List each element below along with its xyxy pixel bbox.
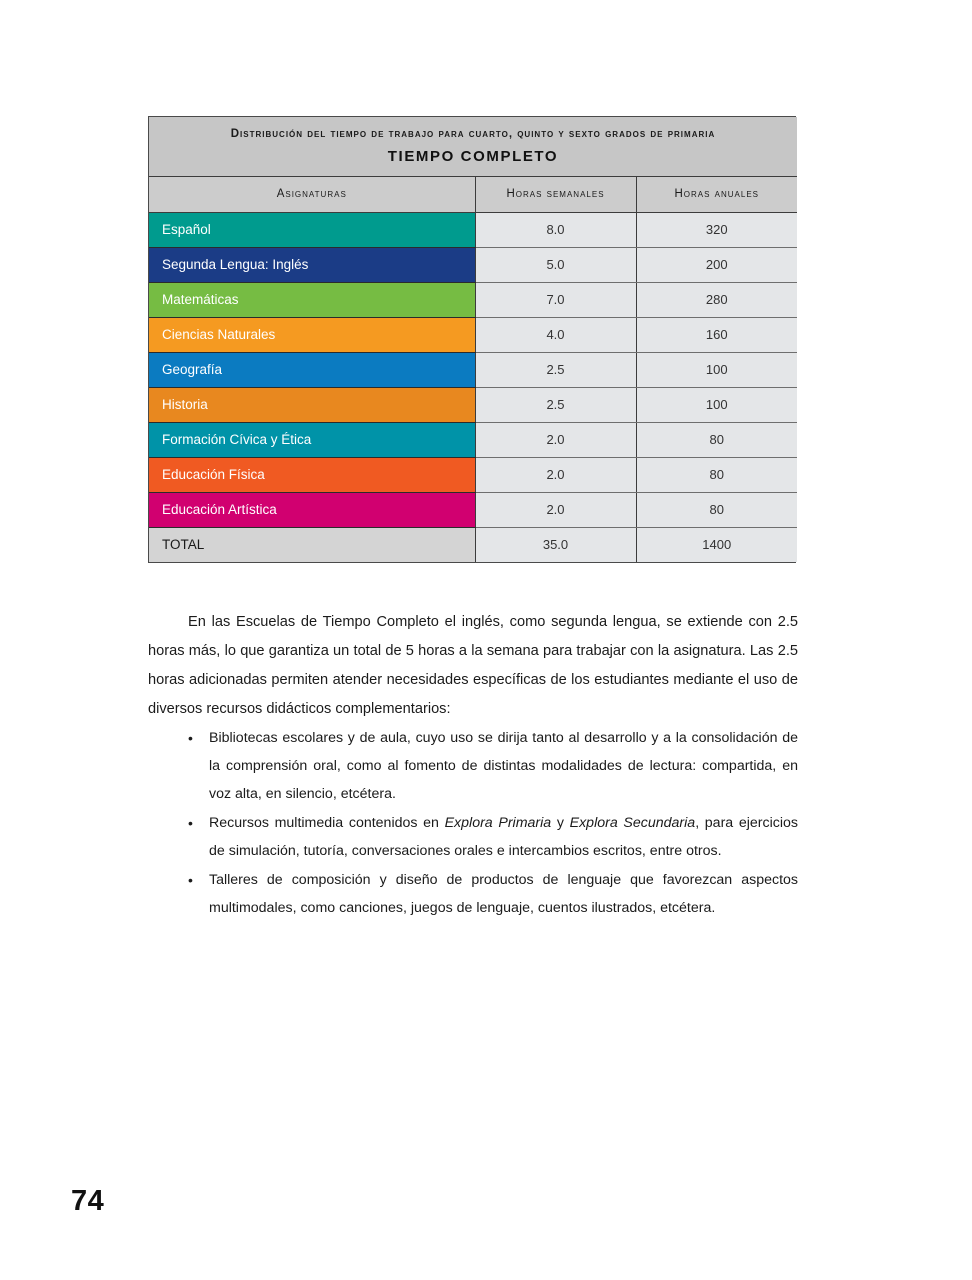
weekly-hours-cell: 7.0 xyxy=(475,282,636,317)
total-weekly-hours-cell: 35.0 xyxy=(475,527,636,562)
table-title-row xyxy=(149,117,797,176)
table-row xyxy=(149,352,797,387)
annual-hours-cell: 100 xyxy=(636,387,797,422)
table-row xyxy=(149,457,797,492)
page-number: 74 xyxy=(71,1185,105,1217)
weekly-hours-cell: 2.5 xyxy=(475,352,636,387)
weekly-hours-cell: 2.0 xyxy=(475,422,636,457)
subject-cell: Formación Cívica y Ética xyxy=(149,422,475,457)
table-row xyxy=(149,422,797,457)
list-item-text-post: , para ejercicios de simulación, tutoría, conversaciones orales e intercambios escritos, entre otros. xyxy=(209,815,798,859)
subject-cell: Educación Artística xyxy=(149,492,475,527)
subject-cell: Geografía xyxy=(149,352,475,387)
table-row xyxy=(149,282,797,317)
list-item-text: Talleres de composición y diseño de productos de lenguaje que favorezcan aspectos multimodales, como canciones, juegos de lenguaje, cuentos ilustrados, etcétera. xyxy=(209,872,798,916)
annual-hours-cell: 200 xyxy=(636,247,797,282)
annual-hours-cell: 160 xyxy=(636,317,797,352)
list-item xyxy=(148,809,798,865)
weekly-hours-cell: 8.0 xyxy=(475,212,636,247)
subject-cell: Español xyxy=(149,212,475,247)
table-row xyxy=(149,387,797,422)
column-header-subjects: Asignaturas xyxy=(149,176,475,212)
schedule-table-container xyxy=(148,116,796,563)
list-item-title-italic-2: Explora Secundaria xyxy=(569,815,696,831)
table-row xyxy=(149,492,797,527)
bullet-marker-icon: • xyxy=(188,730,193,746)
subject-cell: Ciencias Naturales xyxy=(149,317,475,352)
weekly-hours-cell: 2.5 xyxy=(475,387,636,422)
weekly-hours-cell: 2.0 xyxy=(475,457,636,492)
table-row xyxy=(149,247,797,282)
table-total-row xyxy=(149,527,797,562)
subject-cell: Historia xyxy=(149,387,475,422)
list-item-text: Bibliotecas escolares y de aula, cuyo uso se dirija tanto al desarrollo y a la consolidación de la comprensión oral, como al fomento de distintas modalidades de lectura: compartida, en voz alta, en silencio, etcétera. xyxy=(209,730,798,802)
list-item-text-mid: y xyxy=(551,815,570,831)
table-title-cell xyxy=(149,117,797,176)
annual-hours-cell: 80 xyxy=(636,457,797,492)
subject-cell: Segunda Lengua: Inglés xyxy=(149,247,475,282)
annual-hours-cell: 320 xyxy=(636,212,797,247)
table-row xyxy=(149,212,797,247)
annual-hours-cell: 80 xyxy=(636,492,797,527)
intro-paragraph: En las Escuelas de Tiempo Completo el inglés, como segunda lengua, se extiende con 2.5 horas más, lo que garantiza un total de 5 horas a la semana para trabajar con la asignatura. Las 2.5 horas adicionadas permiten atender necesidades específicas de los estudiantes mediante el uso de diversos recursos didácticos complementarios: xyxy=(148,613,798,717)
list-item xyxy=(148,724,798,808)
list-item-text: Recursos multimedia contenidos en xyxy=(209,815,445,831)
list-item xyxy=(148,866,798,922)
subject-cell: Educación Física xyxy=(149,457,475,492)
column-header-annual-hours: Horas anuales xyxy=(636,176,797,212)
table-head xyxy=(149,117,797,212)
table-title-line-2: TIEMPO COMPLETO xyxy=(387,147,559,165)
bullet-marker-icon: • xyxy=(188,815,193,831)
weekly-hours-cell: 2.0 xyxy=(475,492,636,527)
weekly-hours-cell: 4.0 xyxy=(475,317,636,352)
resources-bullet-list xyxy=(148,724,798,923)
annual-hours-cell: 100 xyxy=(636,352,797,387)
total-annual-hours-cell: 1400 xyxy=(636,527,797,562)
schedule-table xyxy=(149,117,797,562)
subject-cell: Matemáticas xyxy=(149,282,475,317)
list-item-title-italic-1: Explora Primaria xyxy=(444,815,552,831)
bullet-marker-icon: • xyxy=(188,872,193,888)
table-row xyxy=(149,317,797,352)
table-column-header-row xyxy=(149,176,797,212)
annual-hours-cell: 80 xyxy=(636,422,797,457)
weekly-hours-cell: 5.0 xyxy=(475,247,636,282)
table-title-line-1: Distribución del tiempo de trabajo para cuarto, quinto y sexto grados de primaria xyxy=(230,128,716,140)
total-label-cell: TOTAL xyxy=(149,527,475,562)
table-body xyxy=(149,212,797,562)
column-header-weekly-hours: Horas semanales xyxy=(475,176,636,212)
annual-hours-cell: 280 xyxy=(636,282,797,317)
